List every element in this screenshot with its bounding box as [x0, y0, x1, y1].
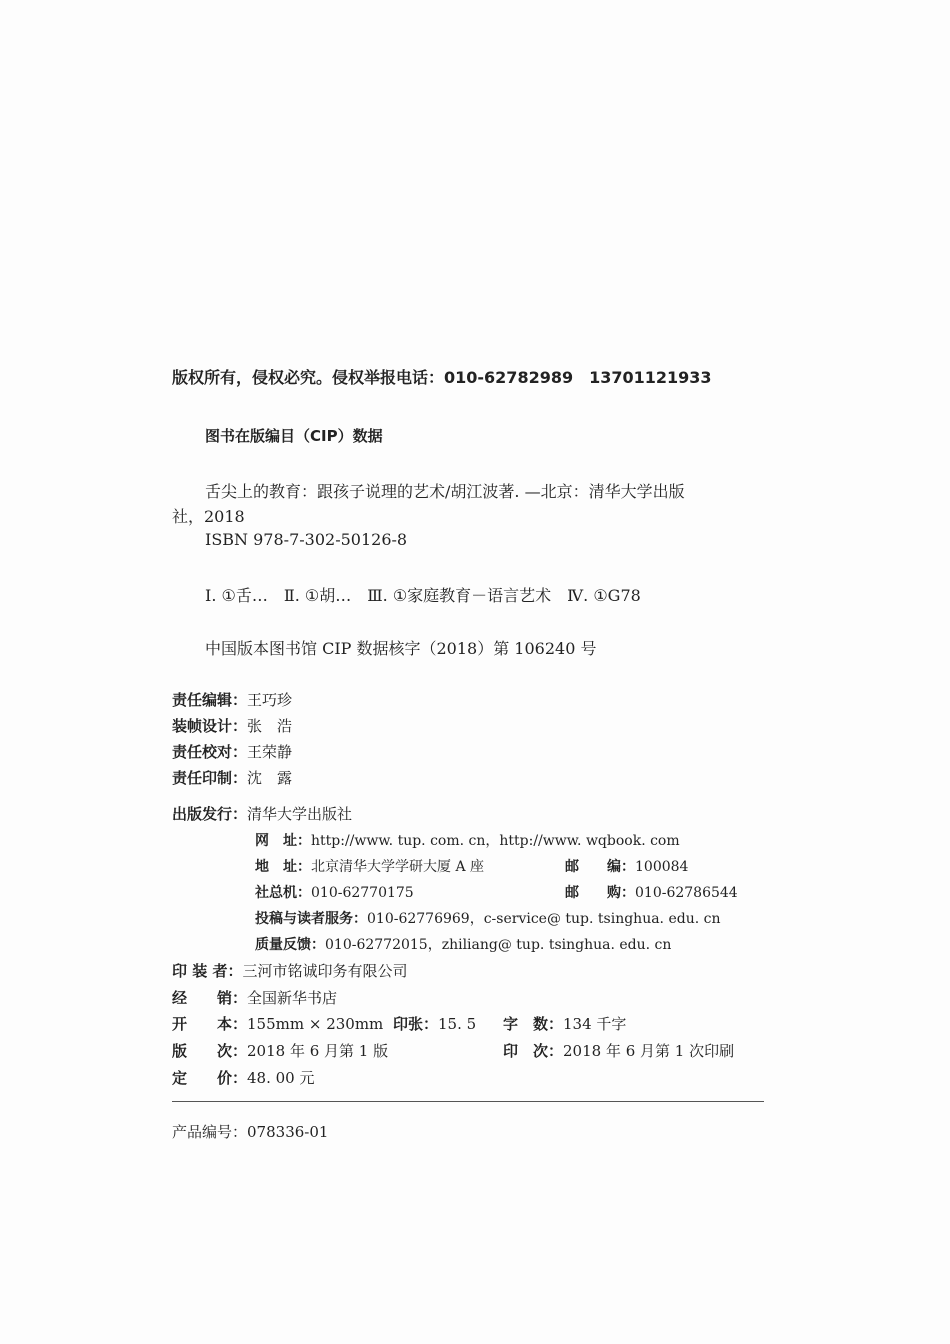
website-row [255, 830, 680, 850]
publisher-label: 出版发行： [172, 805, 248, 823]
product-code-value: 078336-01 [247, 1123, 329, 1141]
address-row [255, 856, 484, 876]
copyright-notice: 版权所有，侵权必究。侵权举报电话：010-62782989 13701121933 [172, 368, 712, 387]
edition-value: 2018 年 6 月第 1 版 [247, 1042, 389, 1060]
words-row [503, 1013, 626, 1034]
print-manager-label: 责任印制： [172, 769, 248, 787]
format-label: 开 本： [172, 1015, 248, 1033]
divider-line [172, 1101, 764, 1102]
cip-classification: Ⅰ. ①舌… Ⅱ. ①胡… Ⅲ. ①家庭教育－语言艺术 Ⅳ. ①G78 [205, 586, 641, 605]
cip-heading: 图书在版编目（CIP）数据 [205, 427, 383, 445]
switchboard-label: 社总机： [255, 885, 311, 901]
price-label: 定 价： [172, 1069, 248, 1087]
cip-record: 中国版本图书馆 CIP 数据核字（2018）第 106240 号 [205, 639, 597, 658]
publisher-row [172, 803, 352, 824]
distributor-row [172, 987, 337, 1008]
edition-label: 版 次： [172, 1042, 248, 1060]
proof-label: 责任校对： [172, 743, 248, 761]
quality-value: 010-62772015，zhiliang@ tup. tsinghua. edu. cn [325, 937, 672, 953]
editor-value: 王巧珍 [247, 691, 293, 709]
proof-row [172, 741, 292, 762]
impression-row [503, 1040, 734, 1061]
printer-value: 三河市铭诚印务有限公司 [242, 962, 408, 980]
publisher-name: 清华大学出版社 [247, 805, 353, 823]
switchboard-row [255, 882, 414, 902]
editor-row [172, 689, 292, 710]
format-row [172, 1013, 383, 1034]
sheets-label: 印张： [393, 1015, 439, 1033]
mail-order-label: 邮 购： [565, 885, 635, 901]
zip-value: 100084 [635, 859, 689, 875]
cip-title-line1: 舌尖上的教育：跟孩子说理的艺术/胡江波著. —北京：清华大学出版 [205, 482, 685, 501]
distributor-value: 全国新华书店 [247, 989, 338, 1007]
printer-label: 印 装 者： [172, 962, 243, 980]
sheets-row [393, 1013, 476, 1034]
cip-isbn: ISBN 978-7-302-50126-8 [205, 530, 408, 549]
website-value: http://www. tup. com. cn，http://www. wqbook. com [311, 833, 680, 849]
sheets-value: 15. 5 [438, 1015, 477, 1033]
words-value: 134 千字 [563, 1015, 627, 1033]
zip-label: 邮 编： [565, 859, 635, 875]
address-value: 北京清华大学学研大厦 A 座 [311, 859, 485, 875]
product-code-label: 产品编号： [172, 1123, 248, 1141]
cip-title-line2: 社，2018 [172, 507, 245, 526]
printer-row [172, 960, 407, 981]
format-value: 155mm × 230mm [247, 1015, 384, 1033]
quality-label: 质量反馈： [255, 937, 325, 953]
words-label: 字 数： [503, 1015, 564, 1033]
proof-value: 王荣静 [247, 743, 293, 761]
zip-row [565, 856, 688, 876]
mail-order-row [565, 882, 738, 902]
distributor-label: 经 销： [172, 989, 248, 1007]
website-label: 网 址： [255, 833, 311, 849]
impression-value: 2018 年 6 月第 1 次印刷 [563, 1042, 735, 1060]
product-code-row [172, 1121, 328, 1142]
design-value: 张 浩 [247, 717, 293, 735]
edition-row [172, 1040, 388, 1061]
service-row [255, 908, 720, 928]
mail-order-value: 010-62786544 [635, 885, 738, 901]
service-label: 投稿与读者服务： [255, 911, 367, 927]
impression-label: 印 次： [503, 1042, 564, 1060]
quality-row [255, 934, 671, 954]
design-label: 装帧设计： [172, 717, 248, 735]
editor-label: 责任编辑： [172, 691, 248, 709]
print-manager-row [172, 767, 292, 788]
price-value: 48. 00 元 [247, 1069, 315, 1087]
switchboard-value: 010-62770175 [311, 885, 414, 901]
design-row [172, 715, 292, 736]
price-row [172, 1067, 315, 1088]
print-manager-value: 沈 露 [247, 769, 293, 787]
service-value: 010-62776969，c-service@ tup. tsinghua. edu. cn [367, 911, 721, 927]
address-label: 地 址： [255, 859, 311, 875]
